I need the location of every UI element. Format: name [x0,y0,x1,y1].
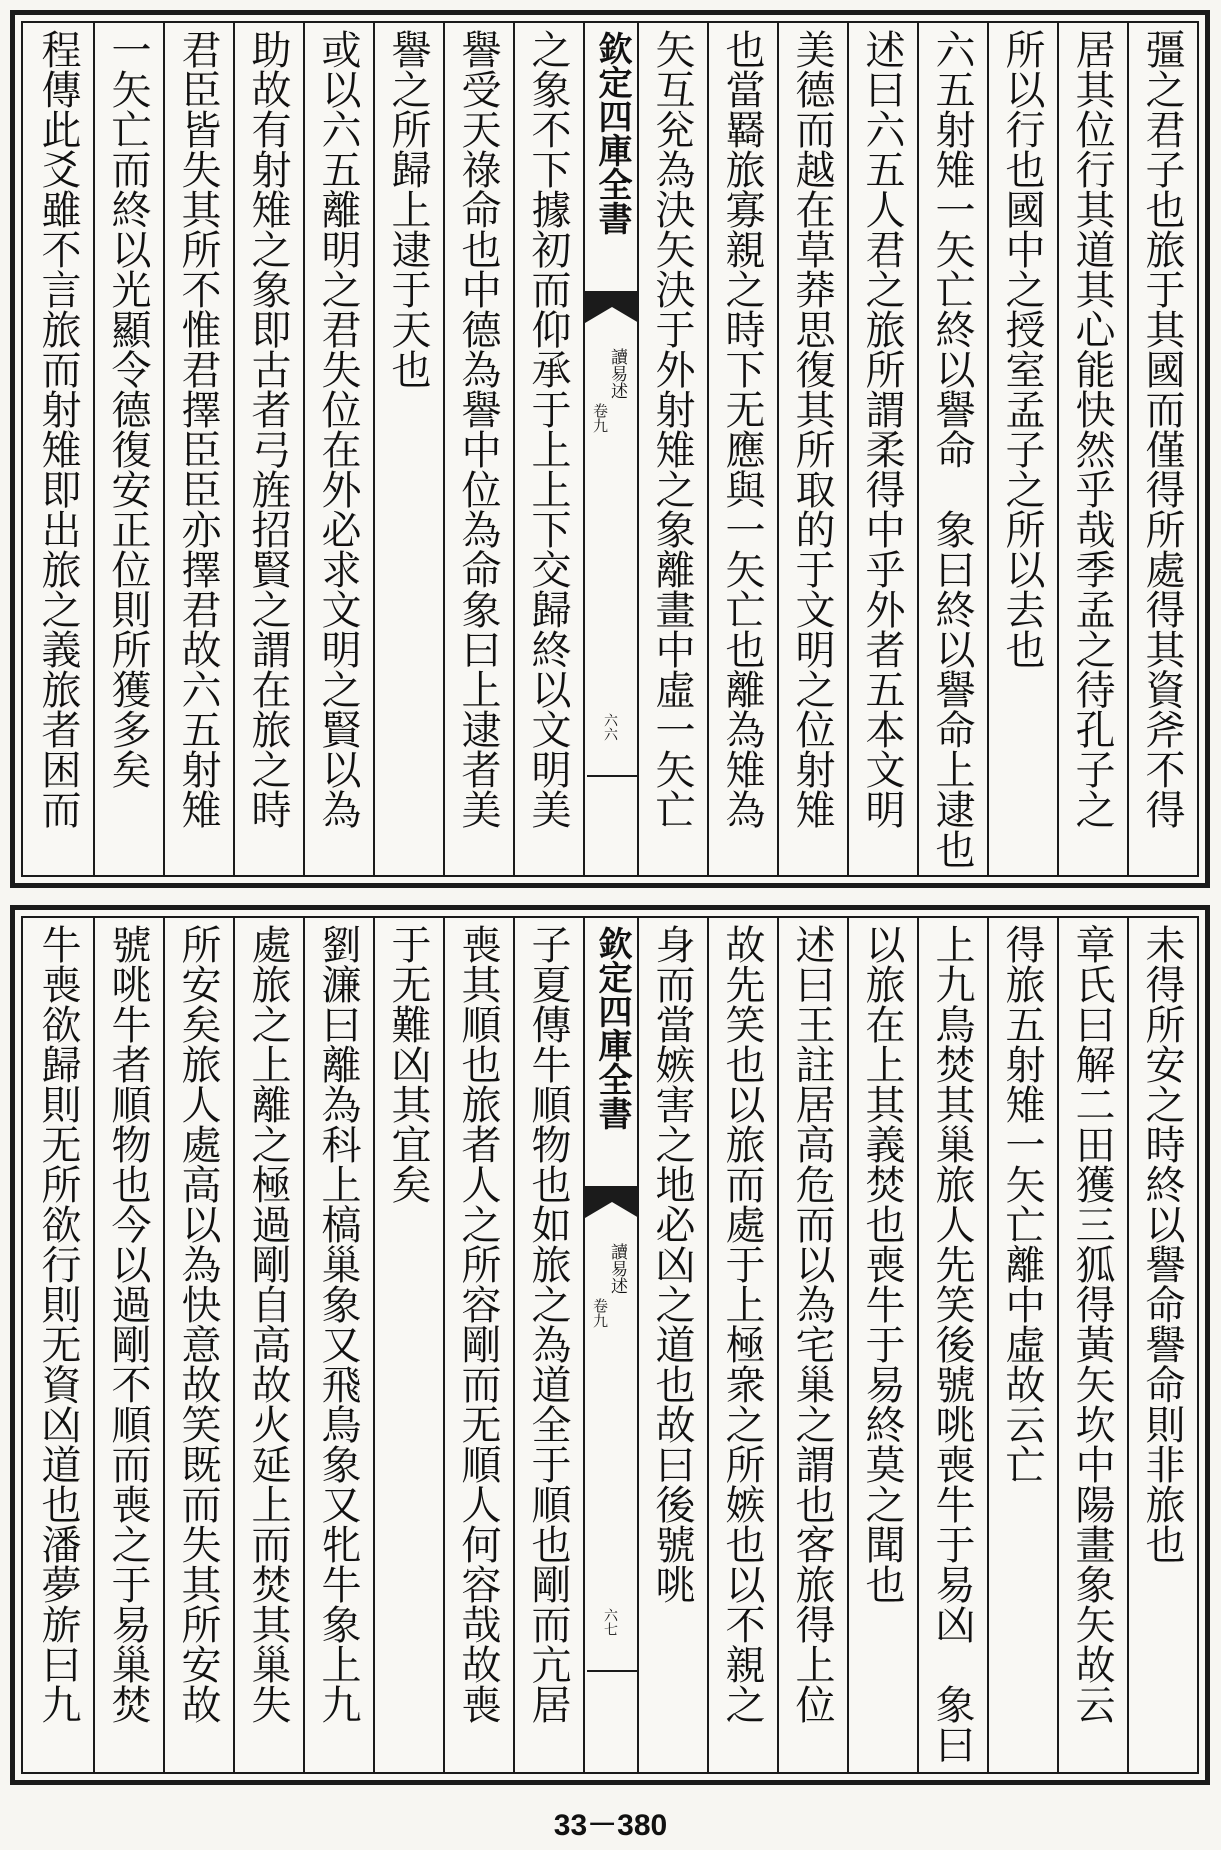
text-column: 于无難凶其宜矣 [373,918,443,1772]
lower-page-frame [21,916,1199,1774]
text-column: 譽受天祿命也中德為譽中位為命象曰上逮者美 [443,23,513,875]
text-column: 矢互兊為決矢決于外射雉之象離畫中虛一矢亡 [637,23,707,875]
text-column: 牛喪欲歸則无所欲行則无資凶道也潘夢旂曰九 [35,924,81,1724]
text-column: 一矢亡而終以光顯令德復安正位則所獲多矣 [93,23,163,875]
text-column: 君臣皆失其所不惟君擇臣臣亦擇君故六五射雉 [163,23,233,875]
page-number: 33－380 [553,1809,668,1842]
book-title: 讀易述 [607,1243,627,1294]
text-column: 得旅五射雉一矢亡離中虛故云亡 [987,918,1057,1772]
text-column: 喪其順也旅者人之所容剛而无順人何容哉故喪 [443,918,513,1772]
collection-title: 欽定四庫全書 [592,926,632,1130]
text-column: 程傳此爻雖不言旅而射雉即出旅之義旅者困而 [35,29,81,829]
text-column: 所以行也國中之授室孟子之所以去也 [987,23,1057,875]
text-column: 號咷牛者順物也今以過剛不順而喪之于易巢焚 [93,918,163,1772]
text-column: 譽之所歸上逮于天也 [373,23,443,875]
upper-page [10,10,1210,888]
text-column: 六五射雉一矢亡終以譽命 象曰終以譽命上逮也 [917,23,987,875]
text-column: 上九鳥焚其巢旅人先笑後號咷喪牛于易凶 象曰 [917,918,987,1772]
text-column: 以旅在上其義焚也喪牛于易終莫之聞也 [847,918,917,1772]
text-column: 美德而越在草莽思復其所取的于文明之位射雉 [777,23,847,875]
text-column: 處旅之上離之極過剛自高故火延上而焚其巢失 [233,918,303,1772]
text-column: 未得所安之時終以譽命譽命則非旅也 [1127,918,1197,1772]
upper-page-frame [21,21,1199,877]
text-column: 故先笑也以旅而處于上極衆之所嫉也以不親之 [707,918,777,1772]
text-column: 述曰王註居高危而以為宅巢之謂也客旅得上位 [777,918,847,1772]
text-column: 劉濂曰離為科上槁巢象又飛鳥象又牝牛象上九 [303,918,373,1772]
text-column: 也當羇旅寡親之時下无應與一矢亡也離為雉為 [707,23,777,875]
fishtail-mark-icon [585,1186,637,1224]
collection-title: 欽定四庫全書 [592,31,632,235]
fishtail-mark-icon [585,291,637,329]
text-column: 子夏傳牛順物也如旅之為道全于順也剛而亢居 [513,918,583,1772]
text-column: 居其位行其道其心能快然乎哉季孟之待孔子之 [1057,23,1127,875]
text-column: 所安矣旅人處高以為快意故笑既而失其所安故 [163,918,233,1772]
text-column: 助故有射雉之象即古者弓旌招賢之謂在旅之時 [233,23,303,875]
leaf-number: 六七 [602,1608,618,1636]
text-column: 述曰六五人君之旅所謂柔得中乎外者五本文明 [847,23,917,875]
lower-page [10,905,1210,1785]
volume-label: 卷九 [591,403,609,433]
book-title: 讀易述 [607,348,627,399]
text-column: 或以六五離明之君失位在外必求文明之賢以為 [303,23,373,875]
center-fold-column [583,23,637,875]
center-fold-column [583,918,637,1772]
leaf-number: 六六 [602,713,618,741]
text-column: 之象不下據初而仰承于上上下交歸終以文明美 [513,23,583,875]
text-column: 章氏曰解二田獲三狐得黃矢坎中陽畫象矢故云 [1057,918,1127,1772]
text-column: 身而當嫉害之地必凶之道也故曰後號咷 [637,918,707,1772]
fold-rule [587,775,637,777]
text-column: 彊之君子也旅于其國而僅得所處得其資斧不得 [1127,23,1197,875]
fold-rule [587,1670,637,1672]
volume-label: 卷九 [591,1298,609,1328]
